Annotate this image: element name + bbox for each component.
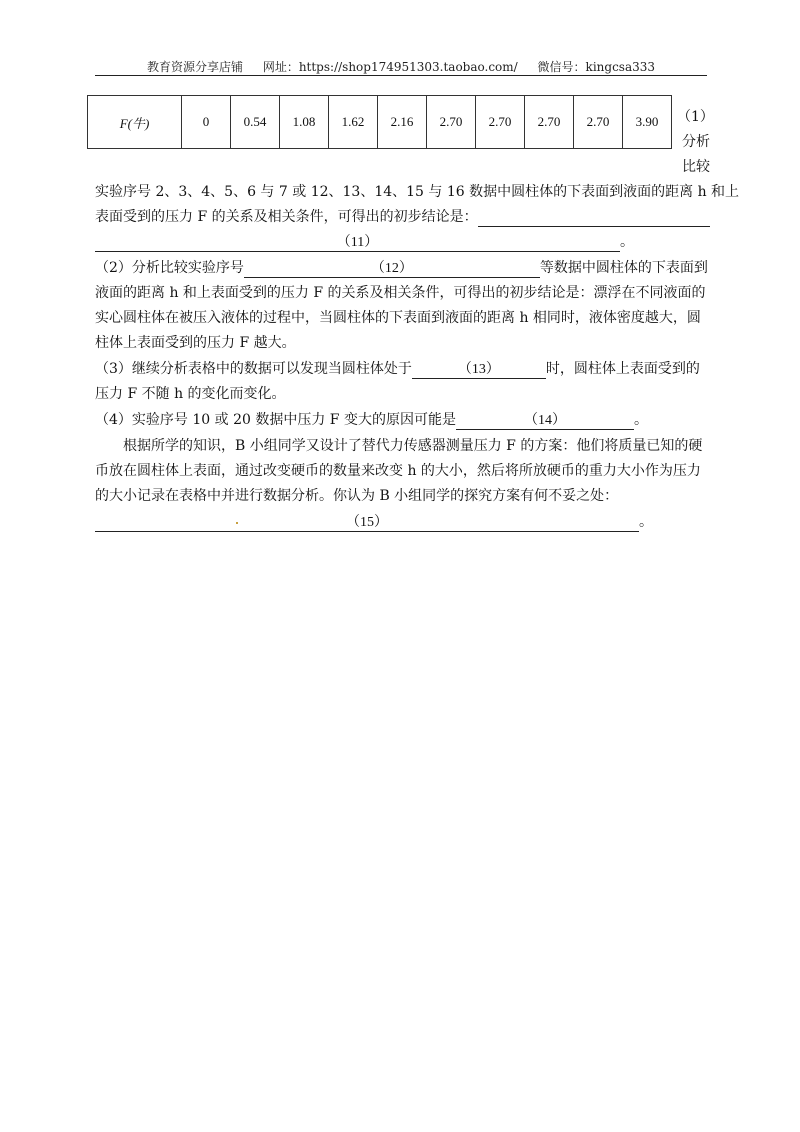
period: 。 — [639, 514, 653, 530]
answer-blank-13[interactable]: （13） — [412, 360, 546, 379]
table-cell: 2.70 — [525, 96, 574, 149]
q1-line2-text: 表面受到的压力 F 的关系及相关条件，可得出的初步结论是： — [95, 209, 478, 225]
table-cell: 0 — [182, 96, 231, 149]
table-cell: 2.70 — [427, 96, 476, 149]
table-cell: 2.16 — [378, 96, 427, 149]
shop-name: 教育资源分享店铺 — [146, 60, 243, 74]
table-row — [88, 96, 672, 149]
table-cell: 3.90 — [623, 96, 672, 149]
q2-line: 实心圆柱体在被压入液体的过程中，当圆柱体的下表面到液面的距离 h 相同时，液体密度越大，圆 — [95, 310, 701, 326]
q1-line: 实验序号 2、3、4、5、6 与 7 或 12、13、14、15 与 16 数据中圆柱体的下表面到液面的距离 h 和上 — [95, 184, 740, 200]
answer-blank-14[interactable]: （14） — [456, 411, 634, 430]
q1-side-text: 分析 — [682, 134, 710, 150]
table-cell: 1.62 — [329, 96, 378, 149]
q2-line: 柱体上表面受到的压力 F 越大。 — [95, 335, 296, 351]
answer-blank-12[interactable]: （12） — [244, 259, 540, 278]
data-table — [87, 95, 672, 149]
q3-prefix: （3）继续分析表格中的数据可以发现当圆柱体处于 — [95, 361, 412, 377]
row-label: F(牛) — [88, 96, 182, 149]
table-cell: 0.54 — [231, 96, 280, 149]
q5-line: 的大小记录在表格中并进行数据分析。你认为 B 小组同学的探究方案有何不妥之处： — [95, 488, 619, 504]
answer-blank-11[interactable] — [478, 208, 710, 227]
q1-number: （1） — [677, 109, 714, 125]
q2-line: 液面的距离 h 和上表面受到的压力 F 的关系及相关条件，可得出的初步结论是：漂浮在不同液面的 — [95, 285, 706, 301]
q5-line: 根据所学的知识，B 小组同学又设计了替代力传感器测量压力 F 的方案：他们将质量已知的硬 — [123, 438, 703, 454]
q4-prefix: （4）实验序号 10 或 20 数据中压力 F 变大的原因可能是 — [95, 412, 456, 428]
table-cell: 1.08 — [280, 96, 329, 149]
q1-line — [95, 207, 710, 227]
q5-line: 币放在圆柱体上表面，通过改变硬币的数量来改变 h 的大小，然后将所放硬币的重力大小作为压力 — [95, 463, 701, 479]
q2-prefix: （2）分析比较实验序号 — [95, 260, 244, 276]
q2-suffix: 等数据中圆柱体的下表面到 — [539, 260, 708, 276]
answer-blank-11-label[interactable]: （11） — [95, 233, 620, 252]
q3-line: 压力 F 不随 h 的变化而变化。 — [95, 386, 286, 402]
q1-line — [95, 232, 634, 252]
period: 。 — [620, 234, 634, 250]
q2-line — [95, 258, 708, 278]
table-cell: 2.70 — [574, 96, 623, 149]
answer-blank-15[interactable]: （15） — [95, 513, 639, 532]
shop-url[interactable]: 网址：https://shop174951303.taobao.com/ — [262, 60, 518, 74]
wechat-id: 微信号：kingcsa333 — [537, 60, 656, 74]
stray-mark — [236, 522, 238, 524]
table-cell: 2.70 — [476, 96, 525, 149]
header-divider — [95, 75, 707, 76]
q5-line — [95, 512, 653, 532]
period: 。 — [633, 412, 648, 428]
page-header — [95, 58, 707, 75]
q1-side-text: 比较 — [682, 159, 710, 175]
q3-line — [95, 359, 700, 379]
q3-suffix: 时，圆柱体上表面受到的 — [545, 361, 700, 377]
q4-line — [95, 410, 648, 430]
